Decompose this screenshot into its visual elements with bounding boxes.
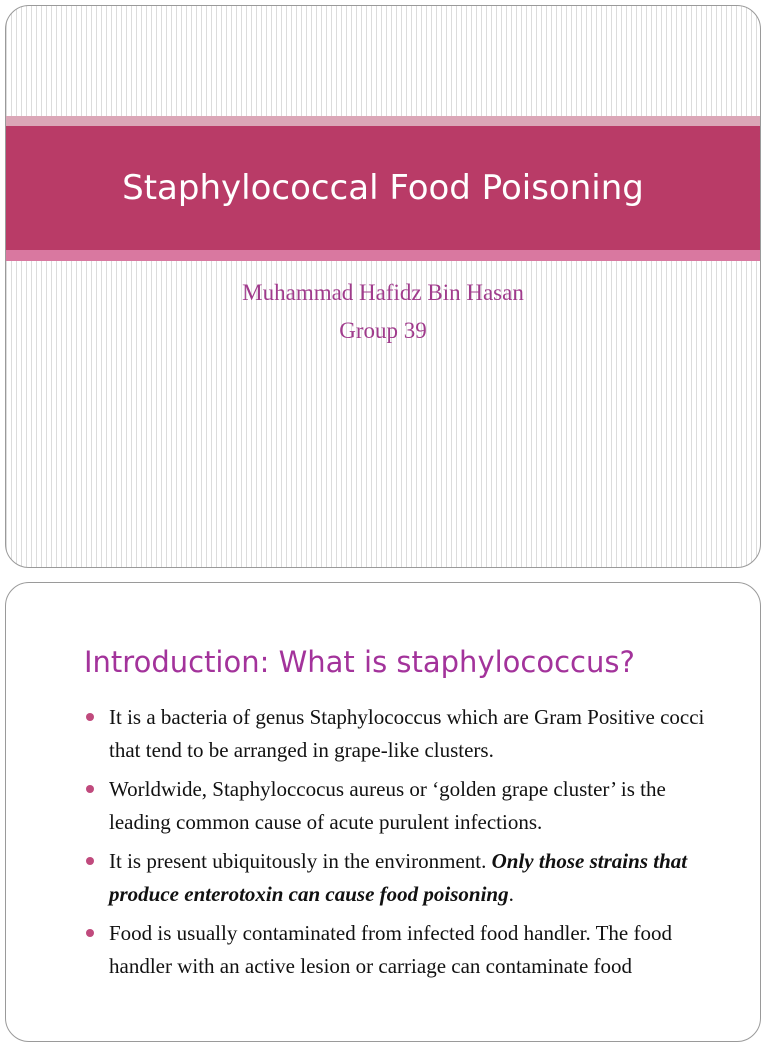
bullet-text: Food is usually contaminated from infected food handler. The food handler with an active lesion or carriage can contaminate food [109,921,672,978]
bullet-item-1 [84,701,724,766]
group-label: Group 39 [339,318,427,343]
bullet-dot-icon [86,929,94,937]
bullet-text: Worldwide, Staphyloccocus aureus or ‘golden grape cluster’ is the leading common cause of acute purulent infections. [109,777,666,834]
bullet-item-2 [84,773,724,838]
title-band-top-stripe [6,116,760,126]
title-slide [5,5,761,568]
bullet-text: It is a bacteria of genus Staphylococcus which are Gram Positive cocci that tend to be arranged in grape-like clusters. [109,705,705,762]
bullet-dot-icon [86,785,94,793]
slide-title: Staphylococcal Food Poisoning [122,168,644,208]
bullet-dot-icon [86,713,94,721]
author-name: Muhammad Hafidz Bin Hasan [242,280,524,305]
bullet-text-emphasis: Only those strains that produce enterotoxin can cause food poisoning [109,849,688,906]
title-band [6,126,760,250]
bullet-text-tail: . [508,881,514,906]
bullet-item-4 [84,917,724,982]
subtitle-block [6,274,760,350]
bullet-text-lead: It is present ubiquitously in the environment. [109,849,492,873]
bullet-item-3 [84,845,724,910]
bullet-list [84,701,724,989]
bullet-dot-icon [86,857,94,865]
title-band-bottom-stripe [6,250,760,261]
slide-heading: Introduction: What is staphylococcus? [84,645,635,679]
introduction-slide [5,582,761,1042]
